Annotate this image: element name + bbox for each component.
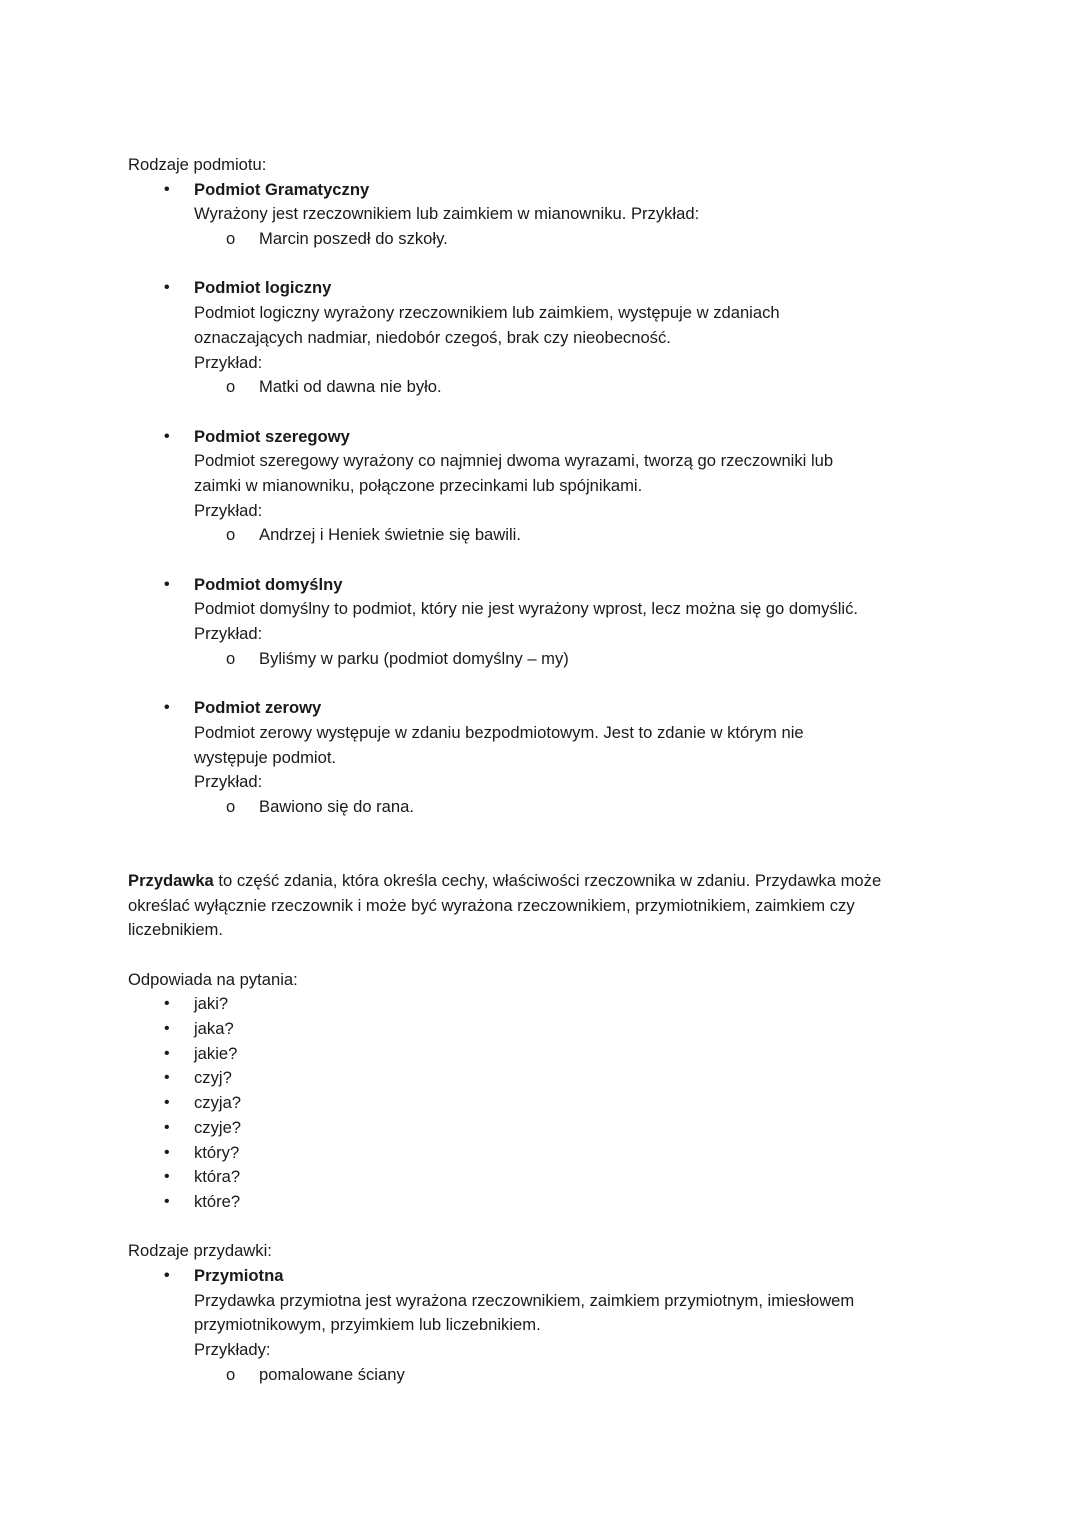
bullet-icon: • xyxy=(164,995,170,1013)
example xyxy=(128,227,1020,252)
item-title-text: Przymiotna xyxy=(194,1265,284,1285)
bullet-icon: • xyxy=(164,699,170,717)
section-heading: Rodzaje podmiotu: xyxy=(128,155,267,174)
item-title-text: Podmiot zerowy xyxy=(194,698,322,718)
spacer xyxy=(128,671,1020,696)
list-item xyxy=(128,696,1020,819)
question-text: jaka? xyxy=(194,1019,234,1039)
document-page xyxy=(128,153,1020,1387)
definition-paragraph-line: Przydawka to część zdania, która określa cechy, właściwości rzeczownika w zdaniu. Przydawka może xyxy=(128,870,882,890)
definition-paragraph-line: określać wyłącznie rzeczownik i może być wyrażona rzeczownikiem, przymiotnikiem, zaimkiem czy xyxy=(128,895,855,915)
spacer xyxy=(128,400,1020,425)
item-title xyxy=(128,178,1020,203)
bullet-icon: • xyxy=(164,1069,170,1087)
item-title-text: Podmiot domyślny xyxy=(194,574,343,594)
question-item xyxy=(128,1042,1020,1067)
bullet-icon: • xyxy=(164,1044,170,1062)
question-text: jaki? xyxy=(194,994,229,1014)
question-text: które? xyxy=(194,1191,241,1211)
questions-heading: Odpowiada na pytania: xyxy=(128,969,298,989)
bullet-icon: • xyxy=(164,575,170,593)
question-text: czyj? xyxy=(194,1068,232,1088)
bullet-icon: • xyxy=(164,1266,170,1284)
question-text: jakie? xyxy=(194,1043,238,1063)
bullet-icon: • xyxy=(164,1094,170,1112)
question-item xyxy=(128,1017,1020,1042)
sub-bullet-icon: o xyxy=(226,229,236,249)
item-title xyxy=(128,573,1020,598)
spacer xyxy=(128,820,1020,845)
example xyxy=(128,375,1020,400)
item-description-line: Przydawka przymiotna jest wyrażona rzeczownikiem, zaimkiem przymiotnym, imiesłowem xyxy=(194,1290,855,1310)
example xyxy=(128,523,1020,548)
item-description-line: Podmiot domyślny to podmiot, który nie jest wyrażony wprost, lecz można się go domyślić. xyxy=(194,599,859,619)
item-title-text: Podmiot szeregowy xyxy=(194,426,350,446)
item-title xyxy=(128,425,1020,450)
example-text: Byliśmy w parku (podmiot domyślny – my) xyxy=(259,648,569,668)
sub-bullet-icon: o xyxy=(226,648,236,668)
question-item xyxy=(128,992,1020,1017)
item-title-text: Podmiot Gramatyczny xyxy=(194,179,370,199)
example-text: Bawiono się do rana. xyxy=(259,796,414,816)
item-title-text: Podmiot logiczny xyxy=(194,278,332,298)
item-title xyxy=(128,276,1020,301)
section-heading: Rodzaje przydawki: xyxy=(128,1241,272,1261)
question-item xyxy=(128,1190,1020,1215)
question-item xyxy=(128,1091,1020,1116)
sub-bullet-icon: o xyxy=(226,1364,236,1384)
bullet-icon: • xyxy=(164,180,170,198)
defined-term: Przydawka xyxy=(128,870,214,890)
bullet-icon: • xyxy=(164,1168,170,1186)
example xyxy=(128,795,1020,820)
bullet-icon: • xyxy=(164,1020,170,1038)
item-description-line: Podmiot zerowy występuje w zdaniu bezpodmiotowym. Jest to zdanie w którym nie xyxy=(194,722,804,742)
item-description-line: zaimki w mianowniku, połączone przecinkami lub spójnikami. xyxy=(194,475,643,495)
sub-bullet-icon: o xyxy=(226,525,236,545)
item-description-line: Podmiot logiczny wyrażony rzeczownikiem lub zaimkiem, występuje w zdaniach xyxy=(194,303,780,323)
bullet-icon: • xyxy=(164,1192,170,1210)
item-description-line: Podmiot szeregowy wyrażony co najmniej dwoma wyrazami, tworzą go rzeczowniki lub xyxy=(194,451,834,471)
spacer xyxy=(128,548,1020,573)
item-description-line: Przykład: xyxy=(194,500,263,520)
question-item xyxy=(128,1141,1020,1166)
definition-paragraph-line: liczebnikiem. xyxy=(128,920,223,940)
item-description-line: Przykład: xyxy=(194,624,263,644)
list-item xyxy=(128,178,1020,252)
question-text: czyja? xyxy=(194,1093,242,1113)
list-item xyxy=(128,276,1020,399)
item-title xyxy=(128,1264,1020,1289)
list-item xyxy=(128,425,1020,548)
item-description-line: oznaczających nadmiar, niedobór czegoś, brak czy nieobecność. xyxy=(194,327,671,347)
question-item xyxy=(128,1066,1020,1091)
list-item xyxy=(128,573,1020,672)
item-description-line: przymiotnikowym, przyimkiem lub liczebnikiem. xyxy=(194,1315,541,1335)
bullet-icon: • xyxy=(164,279,170,297)
example-text: Marcin poszedł do szkoły. xyxy=(259,229,448,249)
question-item xyxy=(128,1165,1020,1190)
list-item xyxy=(128,1264,1020,1387)
item-description-line: występuje podmiot. xyxy=(194,747,337,767)
sub-bullet-icon: o xyxy=(226,377,236,397)
bullet-icon: • xyxy=(164,427,170,445)
question-text: który? xyxy=(194,1142,240,1162)
sub-bullet-icon: o xyxy=(226,796,236,816)
item-description-line: Przykład: xyxy=(194,352,263,372)
item-description-line: Wyrażony jest rzeczownikiem lub zaimkiem w mianowniku. Przykład: xyxy=(194,204,700,224)
item-description-line: Przykład: xyxy=(194,772,263,792)
bullet-icon: • xyxy=(164,1143,170,1161)
example xyxy=(128,1363,1020,1388)
example-text: Matki od dawna nie było. xyxy=(259,377,442,397)
item-description-line: Przykłady: xyxy=(194,1340,271,1359)
question-text: czyje? xyxy=(194,1117,242,1137)
example-text: pomalowane ściany xyxy=(259,1364,405,1384)
bullet-icon: • xyxy=(164,1118,170,1136)
item-title xyxy=(128,696,1020,721)
example-text: Andrzej i Heniek świetnie się bawili. xyxy=(259,525,521,545)
spacer xyxy=(128,252,1020,277)
example xyxy=(128,647,1020,672)
question-item xyxy=(128,1116,1020,1141)
question-text: która? xyxy=(194,1167,241,1187)
